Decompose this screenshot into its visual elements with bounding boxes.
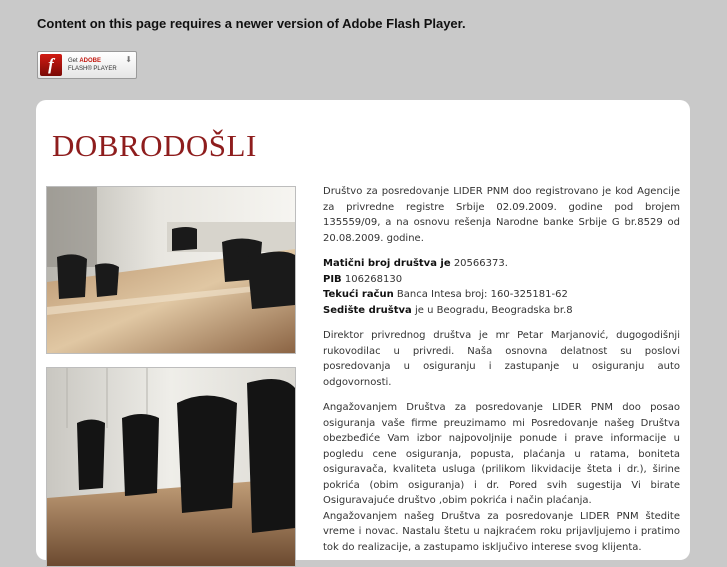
flash-badge-text	[68, 57, 117, 73]
registration-number-label: Matični broj društva je	[323, 258, 451, 269]
intro-paragraph: Društvo za posredovanje LIDER PNM doo registrovano je kod Agencije za privredne registre Srbije 02.09.2009. godine pod brojem 135559/09, a na osnovu rešenja Narodne banke Srbije G br.8529 od 20.08.2009. godine.	[323, 186, 680, 244]
company-description	[323, 184, 680, 565]
company-seat-row	[323, 303, 680, 319]
conference-room-photo	[46, 186, 296, 354]
engagement-paragraph-2: Angažovanjem našeg Društva za posredovanje LIDER PNM štedite vreme i novac. Nastalu štetu u najkraćem roku prijavljujemo i pratimo tok do realizacije, a zastupamo isključivo interese svog klijenta.	[323, 510, 680, 553]
flash-badge-product: FLASH® PLAYER	[68, 66, 117, 72]
download-arrow-icon: ⬇	[125, 55, 132, 64]
engagement-paragraph-1: Angažovanjem Društva za posredovanje LIDER PNM doo posao osiguranja vaše firme preuzimamo mi Posredovanje našeg Društva obezbeđiće Vam izbor najpovoljnije ponude i prave informacije u pogledu cene osiguranja, popusta, plaćanja u ratama, boniteta osiguravača, kvaliteta usluga (prilikom likvidacije šteta i dr.), širine pokrića (obim osiguranja) i dr. Pored svih sugestija Vi birate Osiguravajuće društvo ,obim pokrića i način plaćanja.	[323, 402, 680, 506]
flash-badge-get: Get	[68, 58, 80, 64]
flash-badge-line1	[68, 57, 117, 65]
director-paragraph: Direktor privrednog društva je mr Petar Marjanović, dugogodišnji rukovodilac u privredi. Naša osnovna delatnost su poslovi posredovanja u osiguranju i zastupanje u osiguranju auto odgovornosti.	[323, 330, 680, 388]
tax-id-row	[323, 272, 680, 288]
registration-number-value: 20566373.	[450, 258, 508, 269]
company-seat-label: Sedište društva	[323, 304, 412, 316]
bank-account-value: Banca Intesa broj: 160-325181-62	[393, 289, 568, 300]
tax-id-label: PIB	[323, 273, 342, 285]
bank-account-row	[323, 287, 680, 303]
page-title: DOBRODOŠLI	[52, 128, 257, 163]
office-chairs-photo	[46, 367, 296, 567]
company-info	[323, 256, 680, 318]
flash-badge-adobe: ADOBE	[79, 58, 102, 64]
flash-notice: Content on this page requires a newer version of Adobe Flash Player.	[37, 16, 466, 31]
registration-number-row	[323, 256, 680, 272]
adobe-flash-logo-icon	[40, 54, 62, 76]
tax-id-value: 106268130	[341, 273, 403, 285]
bank-account-label: Tekući račun	[323, 289, 394, 300]
flash-logo-letter: f	[48, 55, 54, 74]
content-card	[36, 100, 690, 560]
leather-chairs-image	[47, 368, 295, 566]
get-flash-player-button[interactable]	[37, 51, 137, 79]
company-seat-value: je u Beogradu, Beogradska br.8	[411, 304, 573, 316]
boardroom-table-image	[47, 187, 295, 353]
